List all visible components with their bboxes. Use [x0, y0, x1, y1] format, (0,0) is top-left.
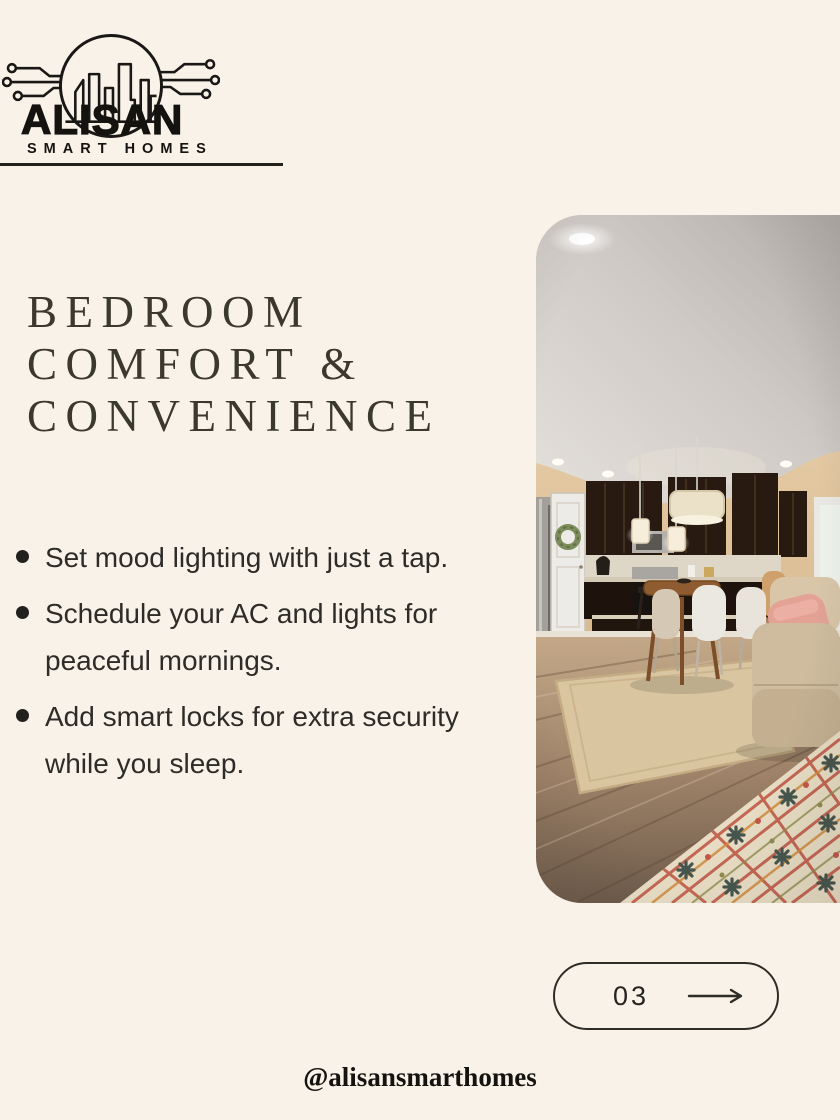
- logo-divider: [0, 163, 283, 166]
- page-title: [27, 286, 440, 442]
- page-title-line: COMFORT &: [27, 339, 364, 389]
- brand-logo: [0, 0, 300, 180]
- list-item-text: Schedule your AC and lights for peaceful mornings.: [45, 598, 438, 676]
- list-item: [16, 534, 490, 581]
- feature-list: [16, 534, 490, 796]
- right-arrow-icon: [687, 988, 745, 1004]
- bullet-dot-icon: [16, 550, 29, 563]
- list-item: [16, 590, 490, 684]
- bullet-dot-icon: [16, 606, 29, 619]
- page-nav-pill[interactable]: [553, 962, 779, 1030]
- list-item: [16, 693, 490, 787]
- page-title-line: CONVENIENCE: [27, 391, 441, 441]
- brand-name: ALISAN: [21, 96, 184, 143]
- list-item-text: Set mood lighting with just a tap.: [45, 542, 449, 573]
- social-handle: @alisansmarthomes: [303, 1062, 537, 1092]
- page-number: 03: [613, 980, 650, 1011]
- hero-photo: [536, 215, 840, 903]
- bullet-dot-icon: [16, 709, 29, 722]
- page-title-line: BEDROOM: [27, 287, 312, 337]
- list-item-text: Add smart locks for extra security while you sleep.: [45, 701, 459, 779]
- brand-tagline: SMART HOMES: [27, 141, 213, 157]
- interior-photo-illustration: [536, 215, 840, 903]
